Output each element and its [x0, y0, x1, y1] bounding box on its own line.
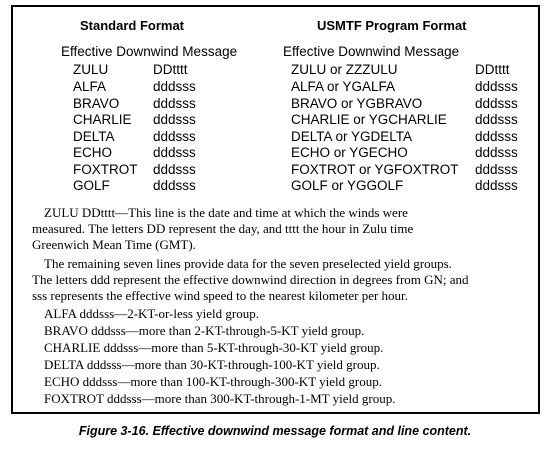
remaining-lines-explanation: sss represents the effective wind speed to the nearest kilometer per hour.: [32, 288, 408, 303]
usmtf-row-code: dddsss: [475, 79, 518, 94]
yield-group-line: BRAVO dddsss—more than 2-KT-through-5-KT yield group.: [44, 323, 365, 338]
usmtf-row-code: DDtttt: [475, 62, 510, 77]
yield-group-line: CHARLIE dddsss—more than 5-KT-through-30-KT yield group.: [44, 340, 384, 355]
yield-group-line: ALFA dddsss—2-KT-or-less yield group.: [44, 306, 259, 321]
yield-group-line: DELTA dddsss—more than 30-KT-through-100-KT yield group.: [44, 357, 380, 372]
usmtf-row-name: FOXTROT or YGFOXTROT: [291, 162, 459, 177]
standard-row-code: dddsss: [153, 79, 196, 94]
standard-row-code: dddsss: [153, 96, 196, 111]
standard-row-code: dddsss: [153, 178, 196, 193]
usmtf-row-name: ZULU or ZZZULU: [291, 62, 398, 77]
standard-row-code: dddsss: [153, 112, 196, 127]
usmtf-row-code: dddsss: [475, 162, 518, 177]
standard-row-name: ZULU: [73, 62, 109, 77]
usmtf-row-code: dddsss: [475, 112, 518, 127]
remaining-lines-explanation: The remaining seven lines provide data for the seven preselected yield groups.: [44, 256, 452, 271]
usmtf-row-code: dddsss: [475, 129, 518, 144]
remaining-lines-explanation: The letters ddd represent the effective downwind direction in degrees from GN; and: [32, 272, 469, 287]
usmtf-subheader: Effective Downwind Message: [283, 44, 460, 59]
standard-row-code: dddsss: [153, 129, 196, 144]
usmtf-row-name: DELTA or YGDELTA: [291, 129, 413, 144]
standard-row-code: DDtttt: [153, 62, 188, 77]
usmtf-row-code: dddsss: [475, 96, 518, 111]
standard-row-name: FOXTROT: [73, 162, 138, 177]
standard-row-name: DELTA: [73, 129, 115, 144]
standard-row-name: ECHO: [73, 145, 113, 160]
zulu-explanation-line: measured. The letters DD represent the day, and tttt the hour in Zulu time: [32, 221, 414, 236]
yield-group-line: FOXTROT dddsss—more than 300-KT-through-1-MT yield group.: [44, 391, 396, 406]
zulu-explanation-line: Greenwich Mean Time (GMT).: [32, 237, 196, 252]
standard-format-header: Standard Format: [80, 18, 185, 33]
usmtf-row-name: BRAVO or YGBRAVO: [291, 96, 423, 111]
standard-row-code: dddsss: [153, 162, 196, 177]
usmtf-row-name: ALFA or YGALFA: [291, 79, 396, 94]
yield-group-line: ECHO dddsss—more than 100-KT-through-300-KT yield group.: [44, 374, 382, 389]
usmtf-row-code: dddsss: [475, 178, 518, 193]
standard-row-name: CHARLIE: [73, 112, 132, 127]
standard-subheader: Effective Downwind Message: [61, 44, 238, 59]
standard-row-code: dddsss: [153, 145, 196, 160]
standard-row-name: BRAVO: [73, 96, 120, 111]
usmtf-format-header: USMTF Program Format: [317, 18, 467, 33]
usmtf-row-name: CHARLIE or YGCHARLIE: [291, 112, 447, 127]
standard-row-name: ALFA: [73, 79, 107, 94]
zulu-explanation-line: ZULU DDtttt—This line is the date and time at which the winds were: [44, 205, 408, 220]
standard-row-name: GOLF: [73, 178, 110, 193]
usmtf-row-code: dddsss: [475, 145, 518, 160]
usmtf-row-name: GOLF or YGGOLF: [291, 178, 404, 193]
figure-caption: Figure 3-16. Effective downwind message format and line content.: [78, 424, 472, 438]
usmtf-row-name: ECHO or YGECHO: [291, 145, 408, 160]
